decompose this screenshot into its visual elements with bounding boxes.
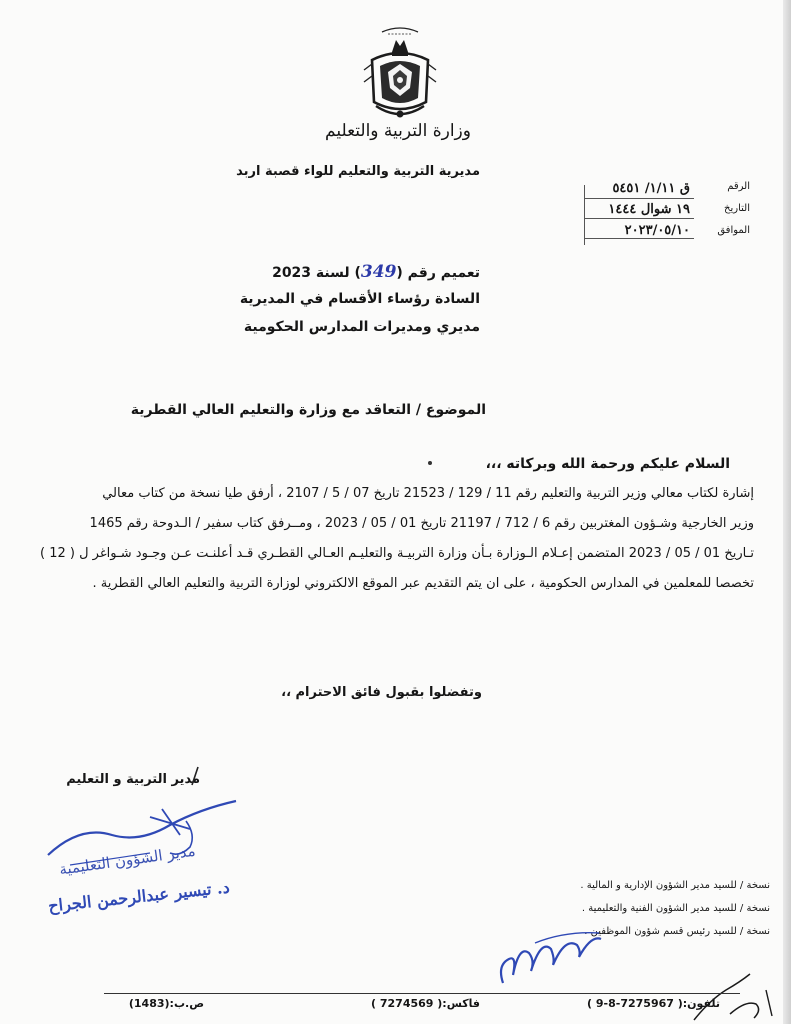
reference-divider <box>584 238 694 239</box>
reference-divider <box>584 218 694 219</box>
reference-divider <box>584 198 694 199</box>
directorate-name: مديرية التربية والتعليم للواء قصبة اربد <box>236 164 480 179</box>
body-line-3: تـاريخ 01 / 05 / 2023 المتضمن إعـلام الـوزارة بـأن وزارة التربيـة والتعليـم العـالي القطـري قـد أعلنـت عـن وجـود شـواغر ل ( 12 ) <box>40 546 754 561</box>
date-label: التاريخ <box>724 203 750 214</box>
circular-number-line <box>240 262 480 282</box>
coat-of-arms-icon <box>362 26 438 126</box>
addressee-2: مديري ومديرات المدارس الحكومية <box>243 319 480 335</box>
footer-fax: فاكس:( 7274569 ) <box>371 997 480 1010</box>
footer-rule <box>104 993 740 994</box>
handwritten-signature <box>40 795 240 875</box>
stamp-line-1: مدير الشؤون التعليمية <box>58 841 197 879</box>
reference-bracket <box>584 185 585 245</box>
stamp-line-2: د. تيسير عبدالرحمن الجراح <box>47 877 231 916</box>
comma-mark <box>188 765 202 789</box>
closing-line: وتفضلوا بقبول فائق الاحترام ،، <box>281 685 482 700</box>
reference-values <box>560 178 690 241</box>
body-line-1: إشارة لكتاب معالي وزير التربية والتعليم رقم 11 / 129 / 21523 تاريخ 07 / 5 / 2107 ، أرفق طيا نسخة من كتاب معالي <box>102 486 754 501</box>
copy-recipient: نسخة / للسيد مدير الشؤون الفنية والتعليمية . <box>581 903 770 914</box>
footer-phone: تلفون:( 7275967-8-9 ) <box>587 997 720 1010</box>
initials-signature <box>495 925 605 995</box>
greeting-dot <box>428 461 432 465</box>
signatory-title: مدير التربية و التعليم <box>66 772 200 787</box>
circular-number: 349 <box>360 262 397 282</box>
gregorian-date: ٢٠٢٣/٠٥/١٠ <box>624 223 690 238</box>
footer-po-box: ص.ب:(1483) <box>128 997 204 1010</box>
body-line-2: وزير الخارجية وشـؤون المغتربين رقم 6 / 712 / 21197 تاريخ 01 / 05 / 2023 ، ومــرفق كتاب سفير / الـدوحة رقم 1465 <box>89 516 754 531</box>
greeting: السلام عليكم ورحمة الله وبركاته ،،، <box>485 456 730 472</box>
subject-line: الموضوع / التعاقد مع وزارة والتعليم العالي القطرية <box>130 402 486 418</box>
number-label: الرقم <box>727 181 750 192</box>
addressee-1: السادة رؤساء الأقسام في المديرية <box>239 291 480 307</box>
corresponding-label: الموافق <box>717 225 750 236</box>
ministry-name: وزارة التربية والتعليم <box>325 121 471 141</box>
hijri-date: ١٩ شوال ١٤٤٤ <box>608 202 690 217</box>
reference-number: ق ١/١١/ ٥٤٥١ <box>612 181 690 196</box>
scan-edge <box>783 0 791 1024</box>
circular-suffix: ) لسنة 2023 <box>272 265 361 281</box>
copy-recipient: نسخة / للسيد رئيس قسم شؤون الموظفين . <box>584 926 770 937</box>
body-line-4: تخصصا للمعلمين في المدارس الحكومية ، على ان يتم التقديم عبر الموقع الالكتروني لوزارة التربية والتعليم العالي القطرية . <box>92 576 754 591</box>
copy-recipient: نسخة / للسيد مدير الشؤون الإدارية و المالية . <box>580 880 770 891</box>
circular-prefix: تعميم رقم ( <box>396 265 480 281</box>
reference-labels <box>700 176 750 242</box>
